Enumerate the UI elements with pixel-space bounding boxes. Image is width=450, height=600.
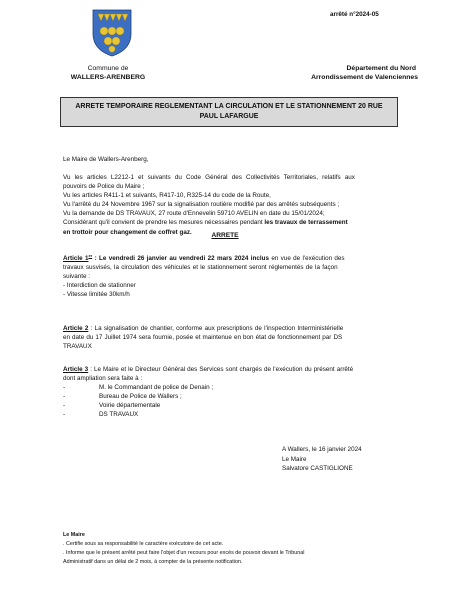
footer-informe-line1: . Informe que le présent arrêté peut faire l'objet d'un recours pour excès de pouvoir devant le Tribunal	[63, 550, 305, 556]
article-2-line2: en date du 17 Juillet 1974 sera fournie, posée et maintenue en bon état de fonctionnement par DS	[63, 334, 343, 342]
visa-cgct-line1: Vu les articles L2212-1 et suivants du Code Général des Collectivités Territoriales, relatifs aux	[63, 174, 355, 181]
footer-maire: Le Maire	[63, 532, 85, 538]
visa-demande: Vu la demande de DS TRAVAUX, 27 route d'Ennevelin 59710 AVELIN en date du 15/01/2024;	[63, 210, 325, 218]
article-2	[63, 324, 395, 351]
decree-title-box	[60, 97, 398, 127]
recipient-item: - DS TRAVAUX	[63, 411, 139, 418]
commune-block	[48, 64, 168, 82]
article-2-line3: TRAVAUX	[63, 343, 92, 351]
recipient-list	[63, 383, 213, 419]
visa-cgct-line2: pouvoirs de Police du Maire ;	[63, 183, 145, 191]
footer-informe-line2: Administratif dans un délai de 2 mois, à compter de la présente notification.	[63, 559, 243, 565]
signature-role: Le Maire	[282, 455, 307, 463]
article-3-line2: dont ampliation sera faite à :	[63, 375, 143, 383]
article-1-item-no-parking: - Interdiction de stationner	[63, 282, 136, 290]
article-2-line1: Article 2 : La signalisation de chantier, conforme aux prescriptions de l'inspection Interministérielle	[63, 325, 344, 332]
visa-arrete-1967: Vu l'arrêté du 24 Novembre 1967 sur la signalisation routière modifié par des arrêtés subséquents ;	[63, 201, 340, 209]
arrondissement-name: Arrondissement de Valenciennes	[311, 74, 418, 81]
department-block	[250, 64, 418, 82]
footer-notice	[63, 531, 304, 567]
decree-title-line2: PAUL LAFARGUE	[199, 113, 259, 120]
department-name: Département du Nord	[346, 65, 416, 72]
commune-name: WALLERS-ARENBERG	[70, 74, 146, 81]
signature-block	[282, 445, 362, 474]
recipient-item: - Voirie départementale	[63, 402, 161, 409]
footer-certifie: . Certifie sous sa responsabilité le caractère exécutoire de cet acte.	[63, 541, 224, 547]
visa-code-route: Vu les articles R411-1 et suivants, R417-10, R325-14 du code de la Route,	[63, 192, 271, 200]
decree-title-line1: ARRETE TEMPORAIRE REGLEMENTANT LA CIRCULATION ET LE STATIONNEMENT 20 RUE	[75, 103, 383, 110]
intro-maire: Le Maire de Wallers-Arenberg,	[63, 156, 149, 163]
signature-name: Salvatore CASTIGLIONE	[282, 465, 353, 472]
article-1-line1: Article 1er : Le vendredi 26 janvier au vendredi 22 mars 2024 inclus en vue de l'exécution des	[63, 252, 345, 262]
visas-block	[63, 173, 395, 237]
article-1	[63, 254, 395, 299]
considerant-line2: en trottoir pour changement de coffret gaz.	[63, 228, 192, 236]
arrete-reference: arrêté n°2024-05	[330, 11, 379, 18]
article-1-line2: travaux susvisés, la circulation des véhicules et le stationnement seront réglementés de la façon	[63, 264, 338, 272]
article-1-item-speed-limit: - Vitesse limitée 30km/h	[63, 291, 130, 299]
article-3	[63, 365, 395, 383]
signature-place-date: A Wallers, le 16 janvier 2024	[282, 446, 362, 453]
wallers-arenberg-coat-of-arms	[90, 8, 134, 58]
recipient-item: - Bureau de Police de Wallers ;	[63, 393, 182, 400]
arrete-heading: ARRETE	[211, 232, 239, 239]
article-1-line3: suivante :	[63, 273, 90, 281]
article-3-line1: Article 3 : Le Maire et le Directeur Général des Services sont chargés de l'exécution du présent arrêté	[63, 366, 354, 373]
considerant-line1: Considérant qu'il convient de prendre les mesures nécessaires pendant les travaux de terrassement	[63, 219, 348, 227]
recipient-item: - M. le Commandant de police de Denain ;	[63, 384, 214, 391]
commune-label: Commune de	[87, 65, 129, 72]
